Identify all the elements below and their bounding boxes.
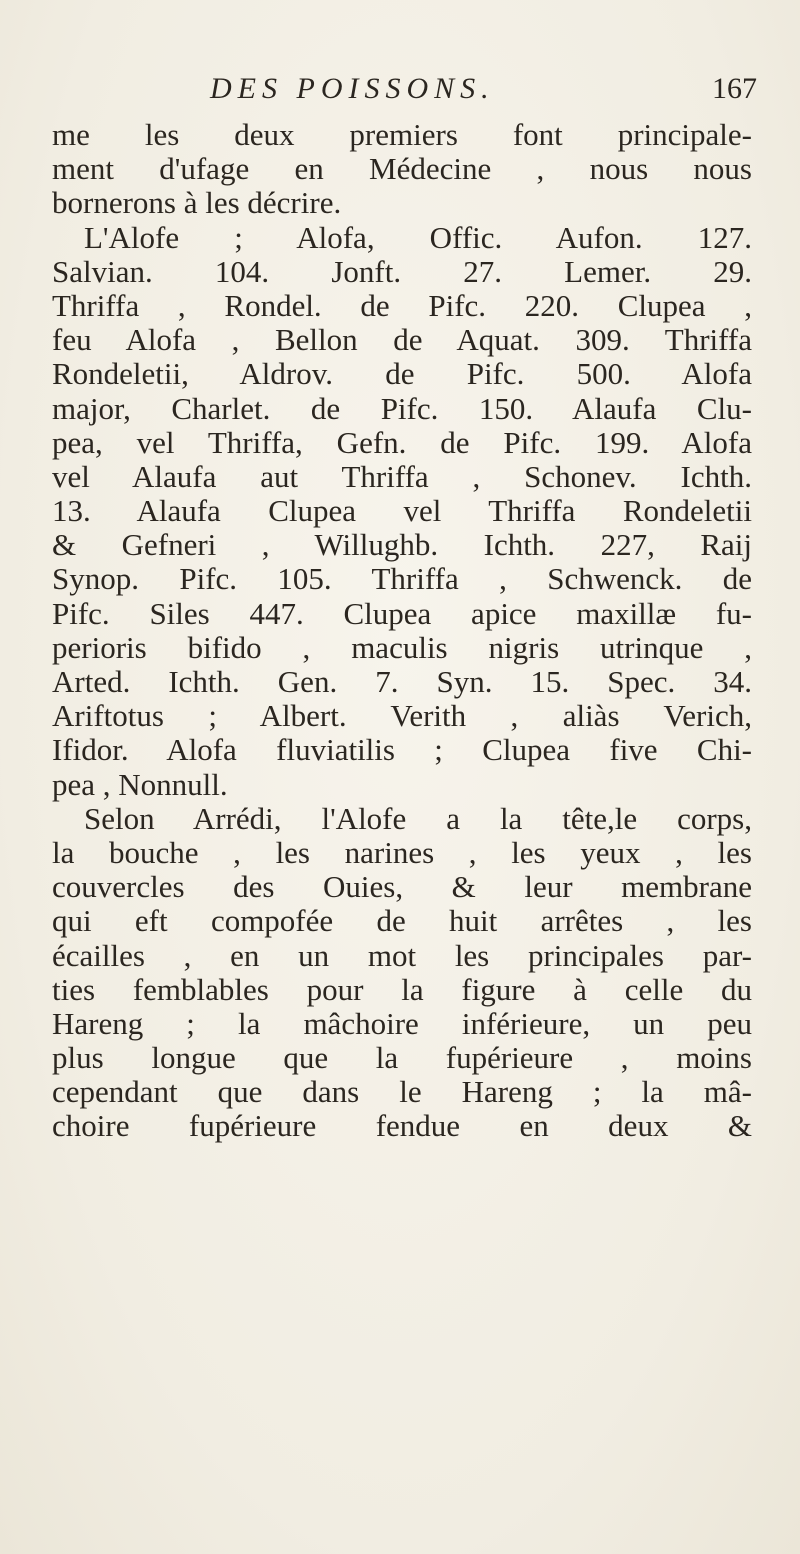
text-line: Rondeletii, Aldrov. de Pifc. 500. Alofa	[52, 356, 752, 392]
text-line: pea, vel Thriffa, Gefn. de Pifc. 199. Alofa	[52, 424, 752, 460]
text-line: Ifidor. Alofa fluviatilis ; Clupea five Chi-	[52, 732, 752, 768]
text-line: pea , Nonnull.	[52, 766, 228, 802]
running-head: DES POISSONS.	[210, 72, 495, 105]
text-line: L'Alofe ; Alofa, Offic. Aufon. 127.	[84, 219, 752, 255]
text-line: Salvian. 104. Jonft. 27. Lemer. 29.	[52, 253, 752, 289]
text-line: Hareng ; la mâchoire inférieure, un peu	[52, 1005, 752, 1041]
page-number: 167	[712, 72, 757, 105]
text-line: Synop. Pifc. 105. Thriffa , Schwenck. de	[52, 561, 752, 597]
text-line: ment d'ufage en Médecine , nous nous	[52, 151, 752, 187]
text-line: perioris bifido , maculis nigris utrinque ,	[52, 629, 752, 665]
text-line: me les deux premiers font principale-	[52, 117, 752, 152]
text-line: écailles , en un mot les principales par-	[52, 937, 752, 973]
text-line: Thriffa , Rondel. de Pifc. 220. Clupea ,	[52, 287, 752, 323]
text-line: Selon Arrédi, l'Alofe a la tête,le corps,	[84, 800, 752, 836]
text-line: choire fupérieure fendue en deux &	[52, 1108, 752, 1144]
text-line: feu Alofa , Bellon de Aquat. 309. Thriffa	[52, 322, 752, 358]
page-header	[0, 72, 800, 112]
text-line: 13. Alaufa Clupea vel Thriffa Rondeletii	[52, 493, 752, 529]
text-line: plus longue que la fupérieure , moins	[52, 1040, 752, 1076]
text-line: Ariftotus ; Albert. Verith , aliàs Verich,	[52, 698, 752, 734]
text-line: bornerons à les décrire.	[52, 185, 342, 221]
text-line: la bouche , les narines , les yeux , les	[52, 834, 752, 870]
text-line: couvercles des Ouies, & leur membrane	[52, 869, 752, 905]
text-line: & Gefneri , Willughb. Ichth. 227, Raij	[52, 527, 752, 563]
text-line: Arted. Ichth. Gen. 7. Syn. 15. Spec. 34.	[52, 664, 752, 699]
text-line: vel Alaufa aut Thriffa , Schonev. Ichth.	[52, 458, 752, 494]
text-line: qui eft compofée de huit arrêtes , les	[52, 903, 752, 939]
text-line: major, Charlet. de Pifc. 150. Alaufa Clu-	[52, 390, 752, 426]
text-line: Pifc. Siles 447. Clupea apice maxillæ fu-	[52, 595, 752, 631]
body-text	[52, 118, 752, 1144]
text-line: ties femblables pour la figure à celle du	[52, 971, 752, 1007]
text-line: cependant que dans le Hareng ; la mâ-	[52, 1074, 752, 1110]
